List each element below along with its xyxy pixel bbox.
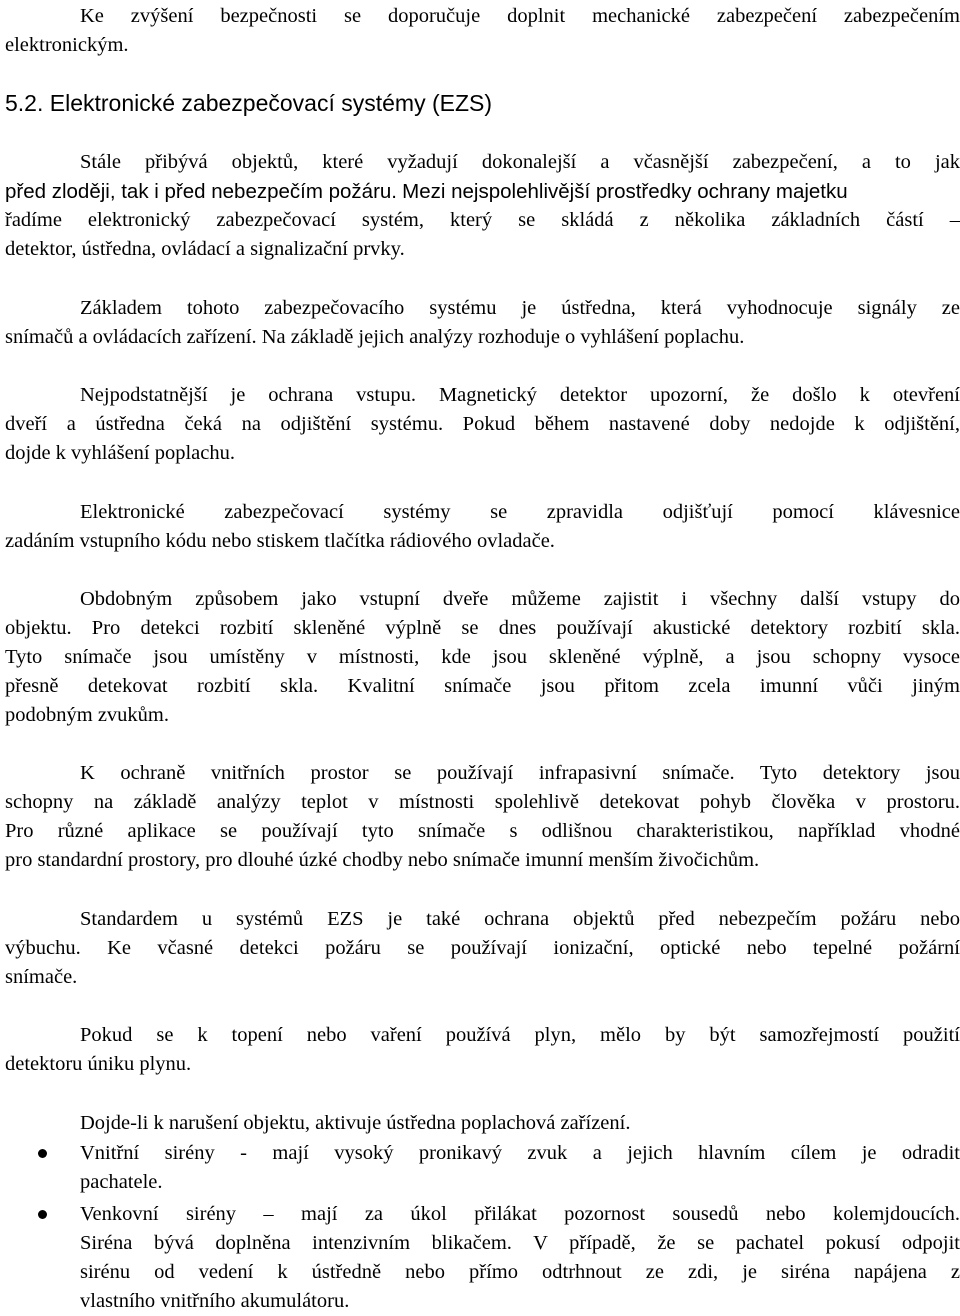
bullet-item-line: Vnitřní sirény - mají vysoký pronikavý zvuk a jejich hlavním cílem je odradit <box>80 1142 960 1164</box>
paragraph-segment: před zloději, tak i před nebezpečím požáru. <box>5 180 398 203</box>
paragraph-line: výbuchu. Ke včasné detekci požáru se používají ionizační, optické nebo tepelné požární <box>5 937 960 959</box>
section-heading: 5.2. Elektronické zabezpečovací systémy (EZS) <box>5 90 493 116</box>
paragraph-line: detektoru úniku plynu. <box>5 1053 192 1075</box>
bullet-item-line: vlastního vnitřního akumulátoru. <box>80 1290 350 1312</box>
paragraph-line: schopny na základě analýzy teplot v místnosti spolehlivě detekovat pohyb člověka v prostoru. <box>5 791 960 813</box>
paragraph-line: Dojde-li k narušení objektu, aktivuje ústředna poplachová zařízení. <box>80 1112 631 1134</box>
paragraph-line: objektu. Pro detekci rozbití skleněné výplně se dnes používají akustické detektory rozbití skla. <box>5 617 960 639</box>
paragraph-line: dojde k vyhlášení poplachu. <box>5 442 236 464</box>
paragraph-line: K ochraně vnitřních prostor se používají infrapasivní snímače. Tyto detektory jsou <box>80 762 960 784</box>
paragraph-line: Tyto snímače jsou umístěny v místnosti, kde jsou skleněné výplně, a jsou schopny vysoce <box>5 646 960 668</box>
paragraph-line: podobným zvukům. <box>5 704 169 726</box>
paragraph-line: Elektronické zabezpečovací systémy se zpravidla odjišťují pomocí klávesnice <box>80 501 960 523</box>
paragraph-line: pro standardní prostory, pro dlouhé úzké chodby nebo snímače imunní menším živočichům. <box>5 849 760 871</box>
intro-line: elektronickým. <box>5 34 129 56</box>
paragraph-line: zadáním vstupního kódu nebo stiskem tlačítka rádiového ovladače. <box>5 530 555 552</box>
paragraph-line: přesně detekovat rozbití skla. Kvalitní snímače jsou přitom zcela imunní vůči jiným <box>5 675 960 697</box>
intro-line: Ke zvýšení bezpečnosti se doporučuje doplnit mechanické zabezpečení zabezpečením <box>80 5 960 27</box>
bullet-item-line: Siréna bývá doplněna intenzivním blikačem. V případě, že se pachatel pokusí odpojit <box>80 1232 960 1254</box>
paragraph-line: dveří a ústředna čeká na odjištění systému. Pokud během nastavené doby nedojde k odjištění, <box>5 413 960 435</box>
bullet-item-line: pachatele. <box>80 1171 163 1193</box>
paragraph-line: Pokud se k topení nebo vaření používá plyn, mělo by být samozřejmostí použití <box>80 1024 960 1046</box>
paragraph-segment: Mezi nejspolehlivější prostředky ochrany majetku <box>402 180 848 203</box>
bullet-item-line: sirénu od vedení k ústředně nebo přímo odtrhnout ze zdi, je siréna napájena z <box>80 1261 960 1283</box>
paragraph-line: řadíme elektronický zabezpečovací systém, který se skládá z několika základních částí – <box>5 209 960 231</box>
paragraph-line: Nejpodstatnější je ochrana vstupu. Magnetický detektor upozorní, že došlo k otevření <box>80 384 960 406</box>
paragraph-line: snímačů a ovládacích zařízení. Na základě jejich analýzy rozhoduje o vyhlášení poplachu. <box>5 326 745 348</box>
bullet-icon <box>38 1210 47 1219</box>
paragraph-line: Standardem u systémů EZS je také ochrana objektů před nebezpečím požáru nebo <box>80 908 960 930</box>
paragraph-line: snímače. <box>5 966 78 988</box>
paragraph-line: Obdobným způsobem jako vstupní dveře můžeme zajistit i všechny další vstupy do <box>80 588 960 610</box>
paragraph-line: Pro různé aplikace se používají tyto snímače s odlišnou charakteristikou, například vhodné <box>5 820 960 842</box>
paragraph-line <box>5 177 848 207</box>
paragraph-line: Základem tohoto zabezpečovacího systému je ústředna, která vyhodnocuje signály ze <box>80 297 960 319</box>
paragraph-line: detektor, ústředna, ovládací a signalizační prvky. <box>5 238 405 260</box>
paragraph-line: Stále přibývá objektů, které vyžadují dokonalejší a včasnější zabezpečení, a to jak <box>80 151 960 173</box>
bullet-item-line: Venkovní sirény – mají za úkol přilákat pozornost sousedů nebo kolemjdoucích. <box>80 1203 960 1225</box>
bullet-icon <box>38 1149 47 1158</box>
